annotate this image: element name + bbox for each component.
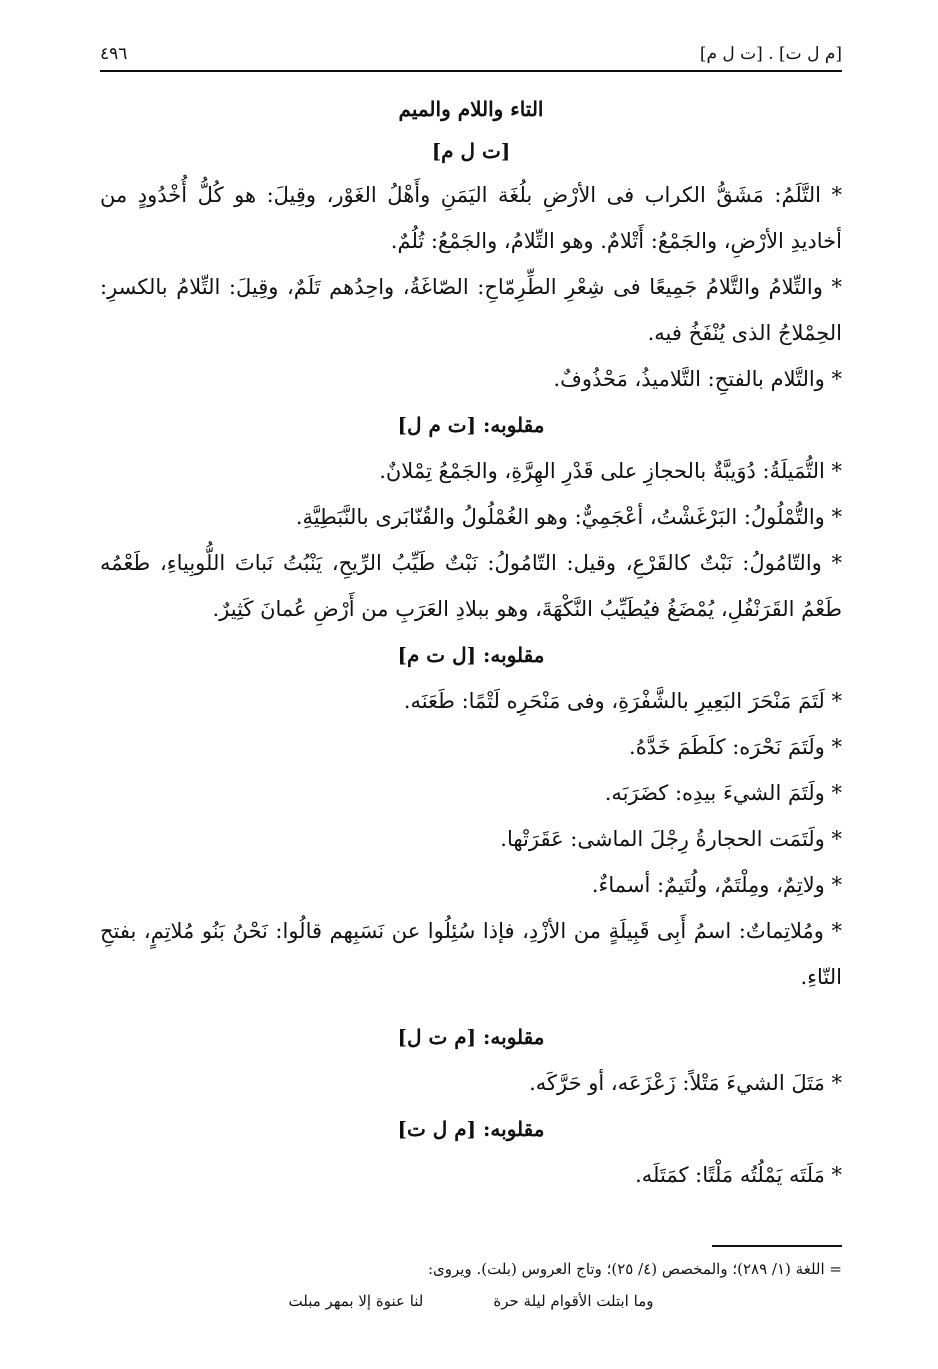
page-number: ٤٩٦ <box>100 44 128 64</box>
paragraph: * ولَتَمَت الحجارةُ رِجْلَ الماشى: عَقَرَتْها. <box>500 827 842 851</box>
paragraph: * والتُّمْلُولُ: البَرْغَشْتُ، أعْجَمِيٌّ: وهو الغُمْلُولُ والقُنّابَرى بالنَّبَطِيَّةِ. <box>295 505 842 529</box>
verse-first-hemistich: وما ابتلت الأقوام ليلة حرة <box>493 1292 654 1310</box>
paragraph: * مَتَلَ الشيءَ مَتْلاً: زَعْزَعَه، أو حَرَّكَه. <box>529 1071 842 1095</box>
paragraph: * ومُلاتِماتٌ: اسمُ أَبِى قَبِيلَةٍ من الأزْدِ، فإذا سُئِلُوا عن نَسَبِهم قالُوا: نَحْنُ بَنُو مُلاتِمٍ، بفتحِ التّاءِ. <box>100 919 842 989</box>
footnote-line: = اللغة (١/ ٢٨٩)؛ والمخصص (٤/ ٢٥)؛ وتاج العروس (بلت). ويروى: <box>427 1260 842 1278</box>
footnote-rule <box>712 1245 842 1247</box>
running-head <box>100 30 842 64</box>
verse-second-hemistich: لنا عنوة إلا بمهر مبلت <box>288 1292 424 1310</box>
footnote <box>100 1255 842 1315</box>
chapter-title: التاء واللام والميم <box>398 97 544 121</box>
header-roots: [ت ل م] . [م ل ت] <box>699 44 842 64</box>
paragraph: * ولَتَمَ الشيءَ بيدِه: كضَرَبَه. <box>604 781 842 805</box>
footnote-verse <box>100 1287 842 1315</box>
section-heading-mlt: مقلوبه: [م ل ت] <box>397 1117 545 1141</box>
paragraph: * ولاتِمٌ، ومِلْتَمٌ، ولُتَيمٌ: أسماءٌ. <box>591 873 842 897</box>
header-rule <box>100 70 842 72</box>
paragraph: * والتّامُولُ: نَبْتٌ كالقَرْعِ، وقيل: التّامُولُ: نَبْتٌ طَيِّبُ الرِّيحِ، يَنْبُتُ نَباتَ اللُّوبِياءِ، طَعْمُه طَعْمُ القَرَنْفُلِ، يُمْضَغُ فيُطَيِّبُ النَّكْهَةَ، وهو ببلادِ العَرَبِ من أَرْضِ عُمانَ كَثِيرٌ. <box>100 551 842 621</box>
section-heading-ltm: مقلوبه: [ل ت م] <box>397 643 545 667</box>
entry-body <box>100 88 842 1198</box>
paragraph: * مَلَتَه يَمْلُتُه مَلْتًا: كمَتَلَه. <box>635 1163 842 1187</box>
paragraph: * التَّلَمُ: مَشَقُّ الكراب فى الأرْضِ بلُغَة اليَمَنِ وأَهْلُ الغَوْر، وقِيلَ: هو كُلُّ أُخْدُودٍ من أخاديدِ الأرْضِ، والجَمْعُ: أَتْلامٌ. وهو التِّلامُ، والجَمْعُ: تُلُمٌ. <box>100 183 842 253</box>
paragraph: * ولَتَمَ نَحْرَه: كلَطَمَ خَدَّهُ. <box>629 735 842 759</box>
paragraph: * التُّمَيلَةُ: دُوَيبَّةٌ بالحجازِ على قَدْرِ الهِرَّةِ، والجَمْعُ تِمْلانٌ. <box>379 459 842 483</box>
section-heading-tml: مقلوبه: [ت م ل] <box>397 413 545 437</box>
root-heading: [ت ل م] <box>431 139 511 163</box>
paragraph: * والتَّلام بالفتحِ: التَّلاميذُ، مَحْذُوفٌ. <box>553 367 842 391</box>
section-heading-mtl: مقلوبه: [م ت ل] <box>397 1025 545 1049</box>
paragraph: * لَتَمَ مَنْحَرَ البَعِيرِ بالشَّفْرَةِ، وفى مَنْحَرِه لَتْمًا: طَعَنَه. <box>403 689 842 713</box>
paragraph: * والتِّلامُ والتَّلامُ جَمِيعًا فى شِعْرِ الطِّرِمّاحِ: الصّاغَةُ، واحِدُهم تَلَمٌ، وقِيلَ: التِّلامُ بالكسرِ: الحِمْلاجُ الذى يُنْفَخُ فيه. <box>100 275 842 345</box>
